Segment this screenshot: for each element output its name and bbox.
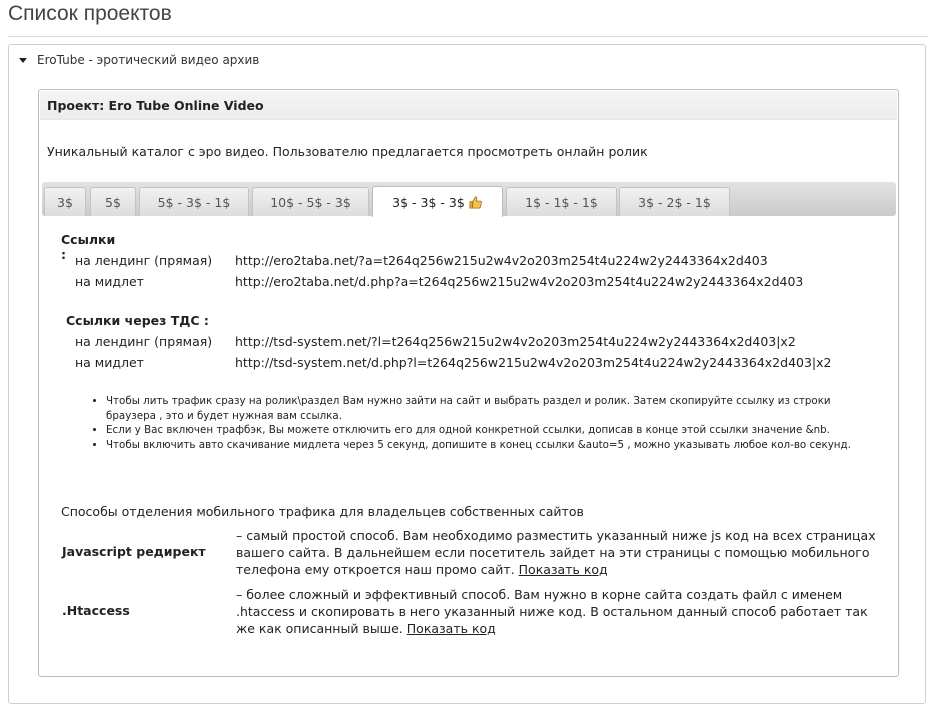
tab-label: 3$ - 3$ - 3$ <box>392 194 465 210</box>
tds-links-title: Ссылки через ТДС : <box>66 313 209 328</box>
project-panel <box>38 89 899 677</box>
accordion-title[interactable]: EroTube - эротический видео архив <box>37 53 260 67</box>
tab-label: 5$ <box>105 194 121 210</box>
tab-3[interactable] <box>44 187 86 216</box>
links-title: Ссылки : <box>61 232 116 262</box>
htaccess-title: .Htaccess <box>62 603 130 618</box>
tds-midlet-url[interactable]: http://tsd-system.net/d.php?l=t264q256w215u2w4v2o203m254t4u224w2y2443364x2d403|x2 <box>235 355 832 370</box>
price-tabs <box>42 182 896 216</box>
landing-label: на лендинг (прямая) <box>75 253 213 268</box>
tab-label: 3$ - 2$ - 1$ <box>638 194 711 210</box>
js-redirect-title: Javascript редирект <box>62 544 206 559</box>
project-accordion <box>8 44 926 704</box>
tds-midlet-label: на мидлет <box>75 355 144 370</box>
tab-label: 10$ - 5$ - 3$ <box>270 194 351 210</box>
thumbs-up-icon <box>468 195 483 210</box>
list-item: • Чтобы лить трафик сразу на ролик\раздел Вам нужно зайти на сайт и выбрать раздел и ролик. Затем скопируйте ссылку из строки браузера , это и будет нужная вам ссылка. <box>106 394 882 423</box>
midlet-label: на мидлет <box>75 274 144 289</box>
tds-landing-label: на лендинг (прямая) <box>75 334 213 349</box>
page-title: Список проектов <box>8 2 172 25</box>
js-redirect-text: – самый простой способ. Вам необходимо разместить указанный ниже js код на всех страницах вашего сайта. В дальнейшем если посетитель зайдет на эти страницы с помощью мобильного телефона ему откроется наш промо сайт. <box>236 528 876 577</box>
tab-10-5-3[interactable] <box>252 187 369 216</box>
tab-3-2-1[interactable] <box>619 187 730 216</box>
htaccess-text: – более сложный и эффективный способ. Вам нужно в корне сайта создать файл с именем .htaccess и скопировать в него указанный ниже код. В остальном данный способ работает так же как описанный выше. <box>236 587 868 636</box>
tab-label: 5$ - 3$ - 1$ <box>157 194 231 210</box>
tab-5-3-1[interactable] <box>139 187 249 216</box>
landing-url[interactable]: http://ero2taba.net/?a=t264q256w215u2w4v2o203m254t4u224w2y2443364x2d403 <box>235 253 768 268</box>
title-divider <box>8 36 928 37</box>
htaccess-description <box>236 586 876 637</box>
tab-1-1-1[interactable] <box>506 187 617 216</box>
tab-label: 3$ <box>57 194 73 210</box>
tab-3-3-3[interactable] <box>372 186 503 217</box>
tab-5[interactable] <box>90 187 136 216</box>
methods-title: Способы отделения мобильного трафика для владельцев собственных сайтов <box>61 504 584 519</box>
project-description: Уникальный каталог с эро видео. Пользователю предлагается просмотреть онлайн ролик <box>47 144 648 159</box>
tds-landing-url[interactable]: http://tsd-system.net/?l=t264q256w215u2w4v2o203m254t4u224w2y2443364x2d403|x2 <box>235 334 796 349</box>
js-redirect-description <box>236 527 876 578</box>
list-item: • Чтобы включить авто скачивание мидлета через 5 секунд, допишите в конец ссылки &auto=5 , можно указывать любое кол-во секунд. <box>106 438 882 453</box>
show-js-code-link[interactable]: Показать код <box>518 562 608 577</box>
tips-list <box>92 394 882 452</box>
accordion-header[interactable] <box>19 53 259 67</box>
triangle-down-icon[interactable] <box>19 58 27 63</box>
tab-label: 1$ - 1$ - 1$ <box>525 194 598 210</box>
list-item: • Если у Вас включен трафбэк, Вы можете отключить его для одной конкретной ссылки, дописав в конце этой ссылки значение &nb. <box>106 423 882 438</box>
midlet-url[interactable]: http://ero2taba.net/d.php?a=t264q256w215u2w4v2o203m254t4u224w2y2443364x2d403 <box>235 274 804 289</box>
project-heading: Проект: Ero Tube Online Video <box>40 91 897 120</box>
show-htaccess-code-link[interactable]: Показать код <box>406 621 496 636</box>
